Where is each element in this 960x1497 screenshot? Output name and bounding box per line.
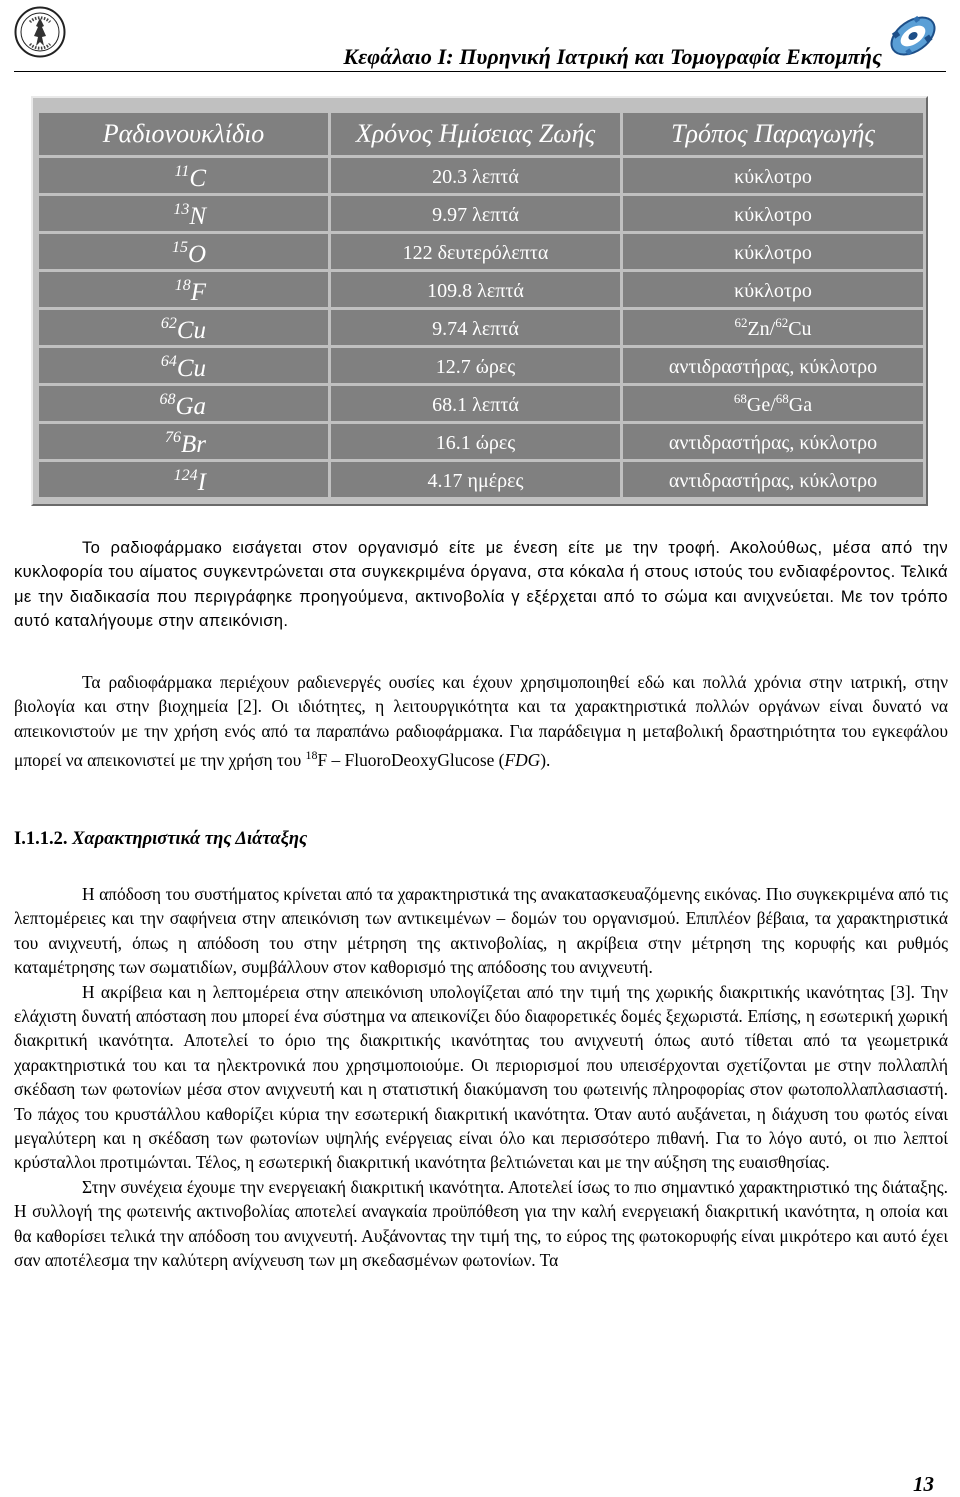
table-header-row	[39, 113, 923, 155]
half-life-cell: 9.74 λεπτά	[331, 310, 620, 345]
university-seal-logo	[14, 6, 66, 58]
element-symbol: I	[197, 469, 206, 496]
mass-number: 18	[174, 277, 191, 294]
half-life-cell: 20.3 λεπτά	[331, 158, 620, 193]
column-header-radionuclide: Ραδιονουκλίδιο	[39, 113, 328, 155]
half-life-cell: 12.7 ώρες	[331, 348, 620, 383]
section-title: Χαρακτηριστικά της Διάταξης	[72, 829, 308, 849]
fdg-abbreviation: FDG	[504, 750, 541, 771]
production-cell: κύκλοτρο	[623, 158, 923, 193]
table-row	[39, 348, 923, 383]
isotope-cell	[39, 234, 328, 269]
header-divider	[14, 71, 946, 72]
production-cell: αντιδραστήρας, κύκλοτρο	[623, 348, 923, 383]
column-header-half-life: Χρόνος Ημίσειας Ζωής	[331, 113, 620, 155]
table-row	[39, 386, 923, 421]
radionuclide-table	[36, 110, 926, 500]
parent-mass-number: 68	[733, 391, 747, 406]
table-row	[39, 462, 923, 497]
department-logo	[883, 6, 943, 64]
paragraph-energy-resolution: Στην συνέχεια έχουμε την ενεργειακή διακριτική ικανότητα. Αποτελεί ίσως το πιο σημαντικό χαρακτηριστικό της διάταξης. Η συλλογή της φωτεινής ακτινοβολίας αποτελεί αναγκαία προϋπόθεση για την καλή ενεργειακή διακριτική ικανότητα, η οποία και θα καθορίσει τελικά την απόδοση του ανιχνευτή. Αυξάνοντας την τιμή της, το εύρος της φωτοκορυφής είναι μικρότερο και αυτό έχει σαν αποτέλεσμα την καλύτερη ανίχνευση των μη σκεδασμένων φωτονίων. Τα	[14, 1176, 948, 1271]
mass-number: 15	[171, 239, 188, 256]
production-cell: αντιδραστήρας, κύκλοτρο	[623, 424, 923, 459]
daughter-mass-number: 62	[775, 315, 789, 330]
table-row	[39, 272, 923, 307]
daughter-symbol: Ga	[788, 394, 813, 416]
production-cell: κύκλοτρο	[623, 272, 923, 307]
mass-number: 11	[174, 163, 190, 180]
paragraph-text: F – FluoroDeoxyGlucose (	[317, 750, 505, 771]
parent-mass-number: 62	[734, 315, 748, 330]
production-cell	[623, 386, 923, 421]
running-header: Κεφάλαιο Ι: Πυρηνική Ιατρική και Τομογραφία Εκπομπής	[343, 44, 882, 69]
table-row	[39, 424, 923, 459]
element-symbol: Br	[181, 431, 206, 458]
paragraph-intro: Το ραδιοφάρμακο εισάγεται στον οργανισμό είτε με ένεση είτε με την τροφή. Ακολούθως, μέσα από την κυκλοφορία του αίματος συγκεντρώνεται στα συγκεκριμένα όργανα, στα κόκαλα ή στους ιστούς του ενδιαφέροντος. Τελικά με την διαδικασία που περιγράφηκε προηγούμενα, ακτινοβολία γ εξέρχεται από το σώμα και ανιχνεύεται. Με τον τρόπο αυτό καταλήγουμε στην απεικόνιση.	[14, 538, 948, 631]
table-row	[39, 310, 923, 345]
isotope-cell	[39, 272, 328, 307]
element-symbol: Ga	[175, 393, 206, 420]
element-symbol: O	[187, 241, 206, 268]
fluorine-mass-number: 18	[305, 748, 318, 763]
element-symbol: F	[190, 279, 206, 306]
mass-number: 124	[173, 467, 198, 484]
isotope-cell	[39, 196, 328, 231]
daughter-mass-number: 68	[775, 391, 789, 406]
mass-number: 68	[159, 391, 176, 408]
half-life-cell: 68.1 λεπτά	[331, 386, 620, 421]
element-symbol: N	[189, 203, 206, 230]
production-cell	[623, 310, 923, 345]
table-row	[39, 158, 923, 193]
table-row	[39, 234, 923, 269]
parent-symbol: Ge/	[746, 394, 776, 416]
isotope-cell	[39, 158, 328, 193]
section-number: Ι.1.1.2.	[14, 829, 68, 849]
mass-number: 13	[173, 201, 190, 218]
paragraph-text: ).	[540, 750, 551, 771]
half-life-cell: 122 δευτερόλεπτα	[331, 234, 620, 269]
mass-number: 64	[160, 353, 177, 370]
half-life-cell: 109.8 λεπτά	[331, 272, 620, 307]
half-life-cell: 16.1 ώρες	[331, 424, 620, 459]
half-life-cell: 4.17 ημέρες	[331, 462, 620, 497]
half-life-cell: 9.97 λεπτά	[331, 196, 620, 231]
paragraph-spatial-resolution: Η ακρίβεια και η λεπτομέρεια στην απεικόνιση υπολογίζεται από την τιμή της χωρικής διακριτικής ικανότητας [3]. Την ελάχιστη δυνατή απόσταση που μπορεί ένα σύστημα να απεικονίζει δύο διαφορετικές δομές ξεχωριστά. Επίσης, η εσωτερική χωρική διακριτική ικανότητα. Αποτελεί το όριο της διακριτικής ικανότητας του ανιχνευτή όπως αυτό τίθεται από τα γεωμετρικά χαρακτηριστικά του και τα ηλεκτρονικά που χρησιμοποιούμε. Οι περιορισμοί που υπεισέρχονται σχετίζονται με στην πολλαπλή σκέδαση των φωτονίων μέσα στον ανιχνευτή και η στατιστική διακύμανση του φωτεινής πληροφορίας στον φωτοπολλαπλασιαστή. Το πάχος του κρυστάλλου καθορίζει κύρια την εσωτερική διακριτική ικανότητα. Όταν αυτό αυξάνεται, η διάχυση του φωτός είναι μεγαλύτερη και η σκέδαση των φωτονίων υψηλής ενέργειας είναι όλο και περισσότερο πιθανή. Για το λόγο αυτό, οι πιο λεπτοί κρύσταλλοι προτιμώνται. Τέλος, η εσωτερική διακριτική ικανότητα βελτιώνεται και με την αύξηση της ευαισθησίας.	[14, 981, 948, 1173]
mass-number: 76	[165, 429, 181, 446]
isotope-cell	[39, 424, 328, 459]
element-symbol: Cu	[176, 355, 206, 382]
production-cell: αντιδραστήρας, κύκλοτρο	[623, 462, 923, 497]
paragraph-text: Τα ραδιοφάρμακα περιέχουν ραδιενεργές ουσίες και έχουν χρησιμοποιηθεί εδώ και πολλά χρόνια στην ιατρική, στην βιολογία και στην βιοχημεία [2]. Οι ιδιότητες, η λειτουργικότητα και τα χαρακτηριστικά πολλών οργάνων είναι δυνατό να απεικονιστούν με την χρήση ενός από τα παραπάνω ραδιοφάρμακα. Για παράδειγμα η μεταβολική δραστηριότητα του εγκεφάλου μπορεί να απεικονιστεί με την χρήση του	[14, 672, 948, 771]
parent-symbol: Zn/	[747, 318, 776, 340]
characteristics-paragraph-block	[14, 882, 948, 1273]
column-header-production: Τρόπος Παραγωγής	[623, 113, 923, 155]
paragraph-performance: Η απόδοση του συστήματος κρίνεται από τα χαρακτηριστικά της ανακατασκευαζόμενης εικόνας. Πιο συγκεκριμένα από τις λεπτομέρειες και την σαφήνεια στην απεικόνιση των αντικειμένων – δομών του οργανισμού. Επιπλέον βέβαια, τα χαρακτηριστικά του ανιχνευτή, όπως η απόδοση του στην μέτρηση της ακτινοβολίας, η ακρίβεια στην μέτρηση της κορυφής και ρυθμός καταμέτρησης των σωματιδίων, συμβάλλουν στον καθορισμό της απόδοσης του ανιχνευτή.	[14, 884, 948, 978]
isotope-cell	[39, 462, 328, 497]
radiopharmaceuticals-paragraph-block	[14, 670, 948, 772]
isotope-cell	[39, 310, 328, 345]
mass-number: 62	[160, 315, 177, 332]
page-number: 13	[913, 1472, 934, 1496]
production-cell: κύκλοτρο	[623, 234, 923, 269]
element-symbol: Cu	[176, 317, 206, 344]
table-row	[39, 196, 923, 231]
isotope-cell	[39, 348, 328, 383]
production-cell: κύκλοτρο	[623, 196, 923, 231]
paragraph-radiopharmaceuticals	[14, 670, 948, 772]
intro-paragraph-block	[14, 536, 948, 634]
element-symbol: C	[189, 165, 206, 192]
daughter-symbol: Cu	[788, 318, 812, 340]
section-heading	[14, 829, 307, 850]
isotope-cell	[39, 386, 328, 421]
